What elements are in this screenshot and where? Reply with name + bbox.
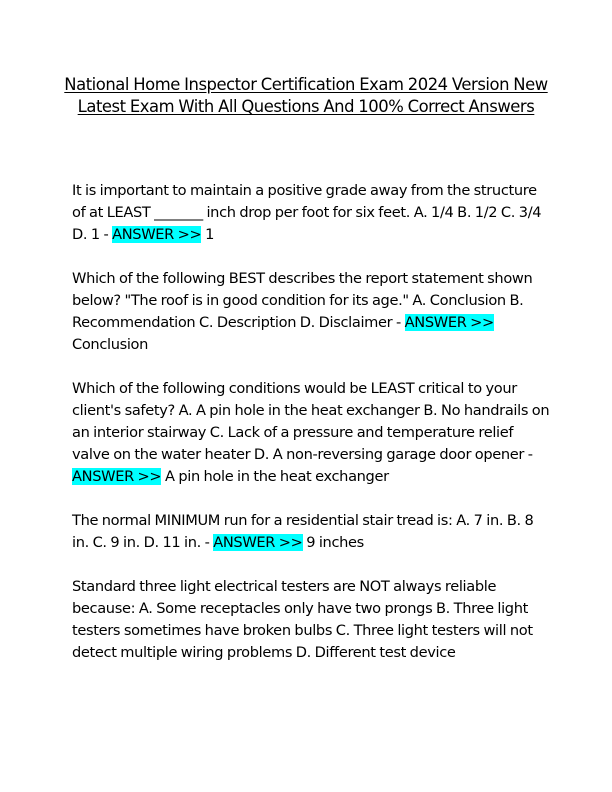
answer-text: 1 bbox=[201, 226, 215, 243]
question-list bbox=[72, 180, 550, 686]
question-text: The normal MINIMUM run for a residential stair tread is: A. 7 in. B. 8 in. C. 9 in. D. 11 in. - bbox=[72, 512, 534, 551]
answer-text: 9 inches bbox=[302, 534, 364, 551]
answer-label: ANSWER >> bbox=[404, 314, 494, 331]
question-item-3 bbox=[72, 378, 550, 488]
question-item-5 bbox=[72, 576, 550, 664]
answer-text: A pin hole in the heat exchanger bbox=[161, 468, 389, 485]
answer-label: ANSWER >> bbox=[213, 534, 303, 551]
answer-text: Conclusion bbox=[72, 336, 149, 353]
answer-label: ANSWER >> bbox=[112, 226, 202, 243]
question-text: Standard three light electrical testers are NOT always reliable because: A. Some receptacles only have two prongs B. Three light testers sometimes have broken bulbs C. Three light testers will not detect multiple wiring problems D. Different test device bbox=[72, 578, 533, 661]
document-title bbox=[60, 74, 552, 118]
question-item-4 bbox=[72, 510, 550, 554]
document-title-text: National Home Inspector Certification Exam 2024 Version New Latest Exam With All Questions And 100% Correct Answers bbox=[64, 75, 548, 116]
question-item-2 bbox=[72, 268, 550, 356]
answer-label: ANSWER >> bbox=[72, 468, 162, 485]
question-text: Which of the following conditions would be LEAST critical to your client's safety? A. A pin hole in the heat exchanger B. No handrails on an interior stairway C. Lack of a pressure and temperature relief valve on the water heater D. A non-reversing garage door opener - bbox=[72, 380, 550, 463]
question-text: Which of the following BEST describes the report statement shown below? "The roof is in good condition for its age." A. Conclusion B. Recommendation C. Description D. Disclaimer - bbox=[72, 270, 533, 331]
question-text: It is important to maintain a positive grade away from the structure of at LEAST _______ inch drop per foot for six feet. A. 1/4 B. 1/2 C. 3/4 D. 1 - bbox=[72, 182, 542, 243]
question-item-1 bbox=[72, 180, 550, 246]
